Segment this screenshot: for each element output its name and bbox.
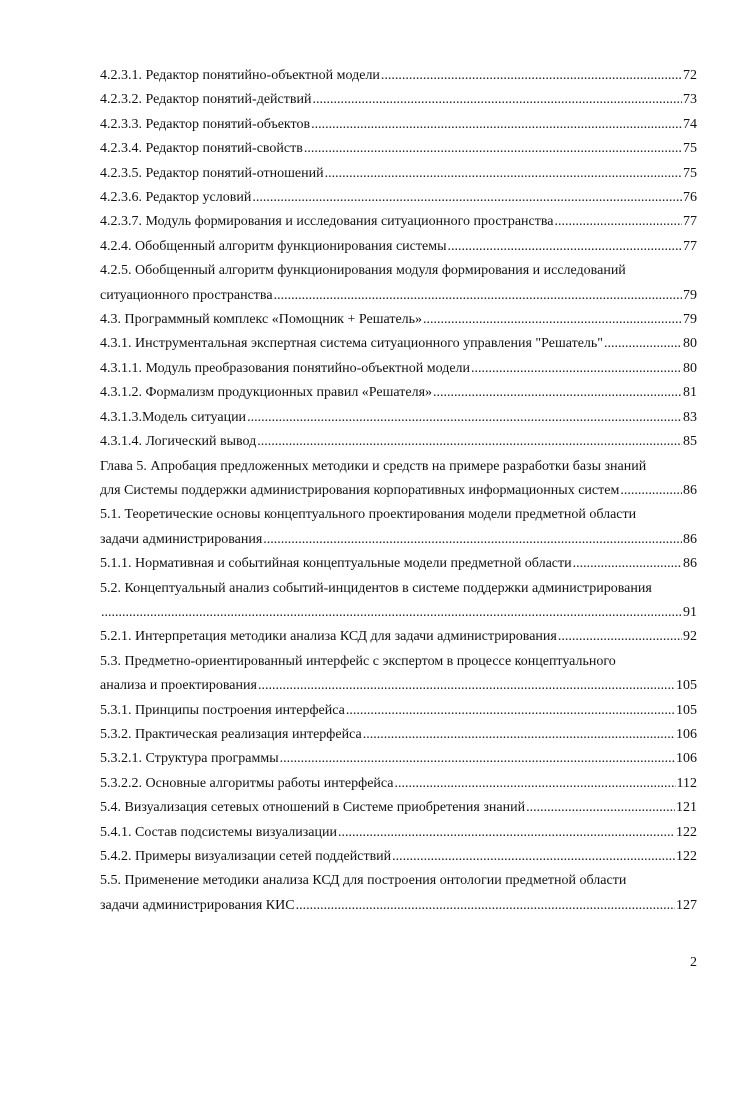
toc-leader-dots [312,88,682,112]
toc-leader-dots [252,186,682,210]
toc-entry [100,88,697,112]
toc-leader-dots [274,284,682,308]
toc-leader-dots [423,308,682,332]
toc-leader-dots [471,357,682,381]
toc-entry-page: 106 [676,751,697,767]
toc-entry-row [100,162,697,186]
toc-entry-row [100,625,697,649]
toc-entry-title: 5.4.2. Примеры визуализации сетей поддействий [100,849,392,864]
toc-entry-title: 5.3.2.2. Основные алгоритмы работы интерфейса [100,775,394,791]
toc-entry [100,747,697,771]
toc-leader-dots [338,821,675,845]
toc-leader-dots [247,406,682,430]
toc-entry-page: 80 [683,336,697,352]
toc-leader-dots [101,601,682,625]
toc-leader-dots [263,528,682,552]
toc-entry-row [100,137,697,161]
toc-entry-title-line: 5.2. Концептуальный анализ событий-инцидентов в системе поддержки администрирования [100,580,652,596]
toc-entry-page: 79 [683,312,697,328]
toc-leader-dots [325,162,682,186]
toc-entry [100,650,697,699]
toc-entry-row [100,308,697,332]
toc-entry [100,577,697,626]
toc-entry-page: 91 [683,604,697,620]
toc-entry-page: 86 [683,482,697,498]
toc-entry-page: 92 [683,629,697,645]
page-number: 2 [690,955,697,970]
toc-entry-title: ситуационного пространства [100,287,273,303]
toc-entry-title: анализа и проектирования [100,678,257,694]
toc-entry-title: 4.3.1. Инструментальная экспертная система ситуационного управления "Решатель" [100,336,604,352]
toc-leader-dots [381,64,682,88]
toc-leader-dots [363,723,675,747]
toc-entry-row [100,406,697,430]
toc-entry-title-line: 5.1. Теоретические основы концептуального проектирования модели предметной области [100,507,637,523]
toc-entry [100,332,697,356]
toc-entry-row [100,723,697,747]
toc-entry [100,381,697,405]
toc-entry [100,259,697,308]
toc-entry-row [100,479,697,503]
table-of-contents [100,64,697,918]
toc-entry-page: 127 [676,897,697,913]
toc-entry-page: 75 [683,165,697,181]
toc-entry [100,308,697,332]
toc-entry-row [100,113,697,137]
toc-entry [100,503,697,552]
toc-entry-row [100,601,697,625]
toc-entry [100,64,697,88]
toc-entry-row [100,845,697,869]
toc-entry [100,723,697,747]
toc-leader-dots [311,113,682,137]
toc-entry-row [100,88,697,112]
toc-leader-dots [296,894,675,918]
toc-entry-page: 122 [676,849,697,864]
toc-entry-title: 4.3.1.1. Модуль преобразования понятийно-объектной модели [100,360,471,376]
toc-entry [100,699,697,723]
toc-entry-title-line: 4.2.5. Обобщенный алгоритм функционирования модуля формирования и исследований [100,263,626,279]
toc-entry-title: задачи администрирования [100,531,263,547]
toc-leader-dots [395,772,676,796]
toc-entry-title: 4.3. Программный комплекс «Помощник + Решатель» [100,312,423,328]
toc-leader-dots [392,845,675,869]
toc-entry [100,869,697,918]
toc-leader-dots [573,552,682,576]
toc-leader-dots [280,747,675,771]
toc-entry-title: 5.3.2. Практическая реализация интерфейса [100,726,362,742]
toc-entry-title: 4.2.3.7. Модуль формирования и исследования ситуационного пространства [100,214,554,230]
toc-entry-row [100,64,697,88]
toc-entry [100,430,697,454]
toc-leader-dots [346,699,675,723]
toc-entry-title: 4.3.1.3.Модель ситуации [100,409,247,425]
toc-entry-row [100,747,697,771]
toc-entry-page: 105 [676,702,697,718]
toc-entry-page: 73 [683,92,697,108]
toc-entry [100,406,697,430]
toc-entry [100,796,697,820]
toc-entry-title: 4.2.3.3. Редактор понятий-объектов [100,116,311,132]
toc-entry [100,235,697,259]
toc-leader-dots [258,674,675,698]
toc-entry-title-line: 5.5. Применение методики анализа КСД для построения онтологии предметной области [100,873,627,889]
toc-entry-page: 77 [683,214,697,230]
toc-entry-title: для Системы поддержки администрирования корпоративных информационных систем [100,482,620,498]
toc-entry-page: 121 [676,800,697,816]
toc-leader-dots [555,210,682,234]
toc-entry-row [100,430,697,454]
toc-entry-page: 76 [683,190,697,206]
toc-leader-dots [558,625,682,649]
toc-entry-title: 5.2.1. Интерпретация методики анализа КСД для задачи администрирования [100,629,557,645]
toc-entry-title: 4.3.1.2. Формализм продукционных правил «Решателя» [100,385,433,401]
toc-entry-page: 74 [683,116,697,132]
toc-entry [100,137,697,161]
toc-entry-page: 86 [683,556,697,572]
toc-entry [100,455,697,504]
toc-entry-row [100,235,697,259]
toc-entry-page: 80 [683,360,697,376]
toc-entry-page: 85 [683,434,697,450]
toc-entry-title: 5.4. Визуализация сетевых отношений в Системе приобретения знаний [100,800,526,816]
toc-leader-dots [433,381,682,405]
toc-entry-page: 81 [683,385,697,401]
toc-entry-page: 83 [683,409,697,425]
toc-entry-row [100,821,697,845]
toc-entry-title: 5.3.1. Принципы построения интерфейса [100,702,345,718]
toc-entry-row [100,772,697,796]
toc-entry [100,821,697,845]
toc-entry-page: 106 [676,726,697,742]
toc-entry-title: 4.3.1.4. Логический вывод [100,434,257,450]
toc-entry-page: 122 [676,824,697,840]
toc-entry-row [100,528,697,552]
toc-entry-row [100,894,697,918]
toc-entry [100,357,697,381]
toc-leader-dots [620,479,682,503]
toc-entry-title: 5.3.2.1. Структура программы [100,751,279,767]
toc-leader-dots [526,796,675,820]
toc-entry-page: 72 [683,68,697,83]
toc-entry-row [100,699,697,723]
toc-entry-page: 75 [683,141,697,157]
toc-entry-page: 86 [683,531,697,547]
toc-entry [100,625,697,649]
toc-entry-page: 77 [683,238,697,254]
toc-entry-title: 4.2.3.6. Редактор условий [100,190,252,206]
toc-entry [100,552,697,576]
toc-entry-row [100,674,697,698]
toc-entry [100,772,697,796]
toc-entry [100,845,697,869]
toc-entry-title: 4.2.3.1. Редактор понятийно-объектной модели [100,68,380,83]
toc-entry [100,210,697,234]
toc-entry [100,186,697,210]
toc-entry-row [100,332,697,356]
toc-entry-row [100,381,697,405]
toc-entry-title: 4.2.3.4. Редактор понятий-свойств [100,141,303,157]
toc-leader-dots [257,430,682,454]
toc-entry-title: 4.2.3.2. Редактор понятий-действий [100,92,312,108]
toc-entry-page: 112 [676,775,697,791]
toc-entry-title: 5.1.1. Нормативная и событийная концептуальные модели предметной области [100,556,572,572]
toc-entry-row [100,284,697,308]
toc-entry-row [100,357,697,381]
toc-leader-dots [604,332,682,356]
toc-leader-dots [304,137,682,161]
toc-entry-title: 5.4.1. Состав подсистемы визуализации [100,824,337,840]
toc-entry-row [100,210,697,234]
toc-entry-title: 4.2.3.5. Редактор понятий-отношений [100,165,324,181]
toc-entry-title-line: Глава 5. Апробация предложенных методики и средств на примере разработки базы знаний [100,458,647,474]
toc-entry-row [100,186,697,210]
toc-leader-dots [448,235,683,259]
toc-entry [100,162,697,186]
toc-entry-title-line: 5.3. Предметно-ориентированный интерфейс с экспертом в процессе концептуального [100,653,616,669]
toc-entry-page: 105 [676,678,697,694]
toc-entry [100,113,697,137]
toc-entry-title: 4.2.4. Обобщенный алгоритм функционирования системы [100,238,447,254]
toc-entry-page: 79 [683,287,697,303]
toc-entry-title: задачи администрирования КИС [100,897,295,913]
toc-entry-row [100,796,697,820]
toc-entry-row [100,552,697,576]
